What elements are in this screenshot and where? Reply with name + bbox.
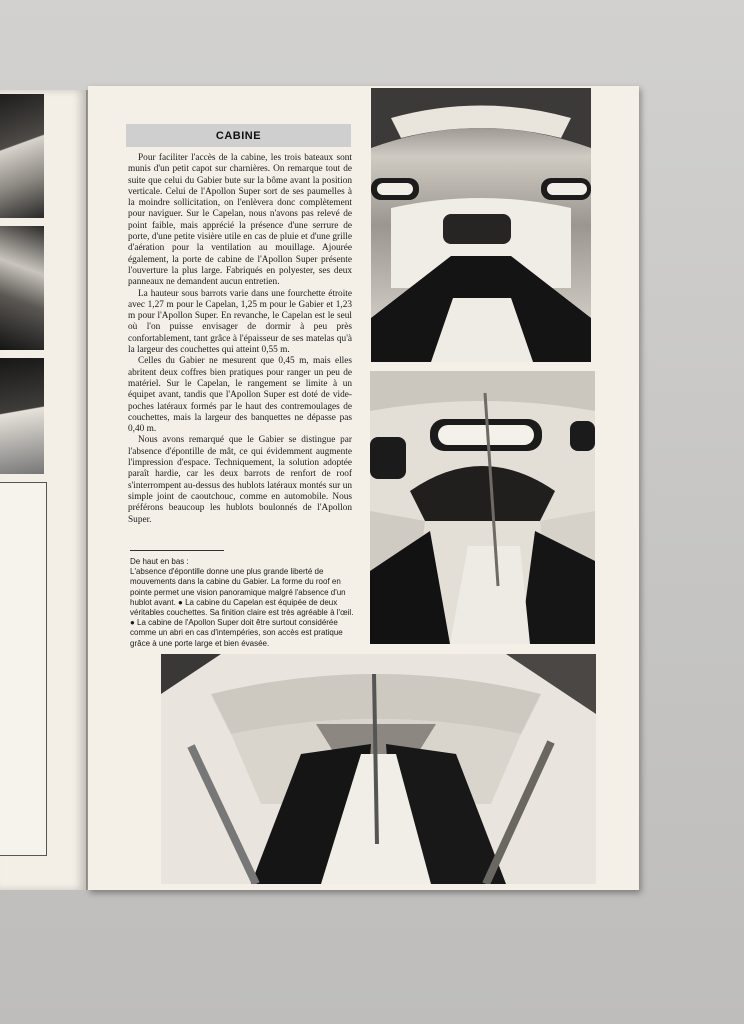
article-paragraph: Nous avons remarqué que le Gabier se distingue par l'absence d'épontille de mât, ce qui évidemment augmente l'impression d'espace. Techniquement, la solution adoptée paraît hardie, car les deux barrots de renfort de roof s'interrompent au-dessus des hublots latéraux montés sur un simple joint de caoutchouc, comme en automobile. Nous préférons beaucoup les hublots boulonnés de l'Apollon Super. [128,435,352,525]
facing-page-photo-3 [0,358,44,474]
section-heading [126,124,351,147]
caption-rule [130,550,224,551]
article-paragraph: Celles du Gabier ne mesurent que 0,45 m, mais elles abritent deux coffres bien pratiques pour ranger un peu de matériel. Sur le Capelan, le rangement se limite à un équipet avant, tandis que l'Apollon Super est doté de vide-poches latéraux formés par le haut des contremoulages de couchettes, mais la largeur des banquettes ne dépasse pas 0,40 m. [128,356,352,435]
article-paragraph: Pour faciliter l'accès de la cabine, les trois bateaux sont munis d'un petit capot sur charnières. On remarque tout de suite que celui du Gabier bute sur la bôme avant la position verticale. Celui de l'Apollon Super sort de ses paumelles à la moindre sollicitation, on l'enlèvera donc complètement pour naviguer. Sur le Capelan, nous n'avons pas relevé de point faible, mais apprécié la présence d'une serrure de porte, d'une petite visière utile en cas de pluie et d'une grille d'aération pour la ventilation au mouillage. Ajourée également, la porte de cabine de l'Apollon Super présente l'ouverture la plus large. Fabriqués en polyester, ses deux panneaux ne demandent aucun entretien. [128,153,352,288]
section-heading-text: CABINE [215,129,262,142]
photo-capelan-cabin [370,371,595,644]
article-paragraph: La hauteur sous barrots varie dans une fourchette étroite avec 1,27 m pour le Capelan, 1,25 m pour le Gabier et 1,23 m pour l'Apollon Super. En revanche, le Capelan est le seul où l'on puisse envisager de dormir à peu près confortablement, tant grâce à l'épaisseur de ses matelas qu'à la largeur des couchettes qui atteint 0,55 m. [128,288,352,356]
facing-page-text-box [0,482,47,856]
photo-apollon-super-cabin [161,654,596,884]
facing-page-photo-1 [0,94,44,218]
photo-apollon-super-image [161,654,596,884]
photo-caption [130,557,354,649]
caption-title: De haut en bas : [130,557,189,566]
photo-gabier-cabin [371,88,591,362]
photo-gabier-image [371,88,591,362]
facing-page-photo-2 [0,226,44,350]
caption-text: L'absence d'épontille donne une plus grande liberté de mouvements dans la cabine du Gabier. La forme du roof en pointe permet une vision panoramique malgré l'absence d'un hublot avant. ● La cabine du Capelan est équipée de deux véritables couchettes. Sa finition claire est très agréable à l'œil. ● La cabine de l'Apollon Super doit être surtout considérée comme un abri en cas d'intempéries, son accès est pratique grâce à une porte large et bien évasée. [130,567,354,648]
photo-capelan-image [370,371,595,644]
facing-page-left [0,90,86,890]
article-body [128,153,352,526]
